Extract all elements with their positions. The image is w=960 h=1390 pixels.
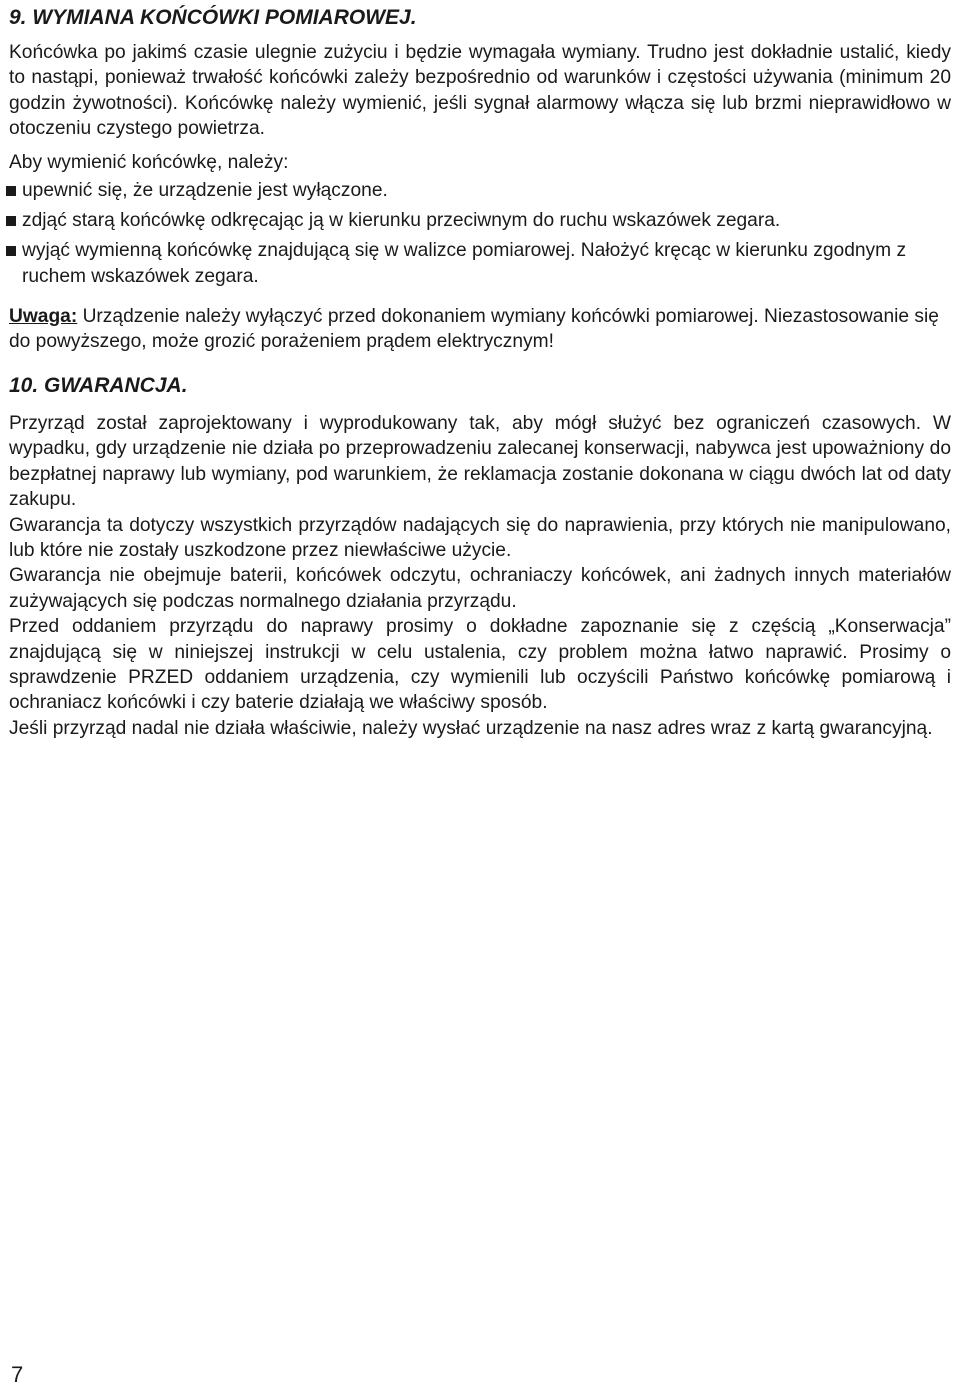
warranty-paragraph: Przyrząd został zaprojektowany i wyprodukowany tak, aby mógł służyć bez ograniczeń czasowych. W wypadku, gdy urządzenie nie działa po przeprowadzeniu zalecanej konserwacji, nabywca jest upoważniony do bezpłatnej naprawy lub wymiany, pod warunkiem, że reklamacja zostanie dokonana w ciągu dwóch lat od daty zakupu. [9,413,951,511]
square-bullet-icon [6,186,16,196]
list-item [6,208,952,233]
warning-label: Uwaga: [9,306,78,327]
warranty-paragraph: Jeśli przyrząd nadal nie działa właściwie, należy wysłać urządzenie na nasz adres wraz z kartą gwarancyjną. [9,717,933,739]
warranty-paragraph: Gwarancja nie obejmuje baterii, końcówek odczytu, ochraniaczy końcówek, ani żadnych innych materiałów zużywających się podczas normalnego działania przyrządu. [9,565,951,612]
section-9-heading: 9. WYMIANA KOŃCÓWKI POMIAROWEJ. [9,6,417,29]
step-text: wyjąć wymienną końcówkę znajdującą się w walizce pomiarowej. Nałożyć kręcąc w kierunku zgodnym z ruchem wskazówek zegara. [22,240,907,287]
warranty-text [9,411,951,741]
steps-intro: Aby wymienić końcówkę, należy: [9,152,289,173]
step-text: zdjąć starą końcówkę odkręcając ją w kierunku przeciwnym do ruchu wskazówek zegara. [22,210,781,232]
step-text: upewnić się, że urządzenie jest wyłączone. [22,180,388,201]
list-item [6,238,952,289]
section-9-intro: Końcówka po jakimś czasie ulegnie zużyciu i będzie wymagała wymiany. Trudno jest dokładnie ustalić, kiedy to nastąpi, ponieważ trwałość końcówki zależy bezpośrednio od warunków i częstości używania (minimum 20 godzin żywotności). Końcówkę należy wymienić, jeśli sygnał alarmowy włącza się lub brzmi nieprawidłowo w otoczeniu czystego powietrza. [9,42,951,140]
section-10-heading: 10. GWARANCJA. [9,374,188,397]
list-item [6,178,952,203]
square-bullet-icon [6,216,16,226]
warning-text: Urządzenie należy wyłączyć przed dokonaniem wymiany końcówki pomiarowej. Niezastosowanie się do powyższego, może grozić porażeniem prądem elektrycznym! [9,306,939,353]
square-bullet-icon [6,246,16,256]
warranty-paragraph: Gwarancja ta dotyczy wszystkich przyrządów nadających się do naprawienia, przy których nie manipulowano, lub które nie zostały uszkodzone przez niewłaściwe użycie. [9,514,951,562]
warning-note [9,304,951,355]
warranty-paragraph: Przed oddaniem przyrządu do naprawy prosimy o dokładne zapoznanie się z częścią „Konserwacja” znajdującą się w niniejszej instrukcji w celu ustalenia, czy problem można łatwo naprawić. Prosimy o sprawdzenie PRZED oddaniem urządzenia, czy wymienili lub oczyścili Państwo końcówkę pomiarową i ochraniacz końcówki i czy baterie działają we właściwy sposób. [9,616,951,714]
steps-list [6,178,952,294]
page-number: 7 [11,1362,24,1387]
